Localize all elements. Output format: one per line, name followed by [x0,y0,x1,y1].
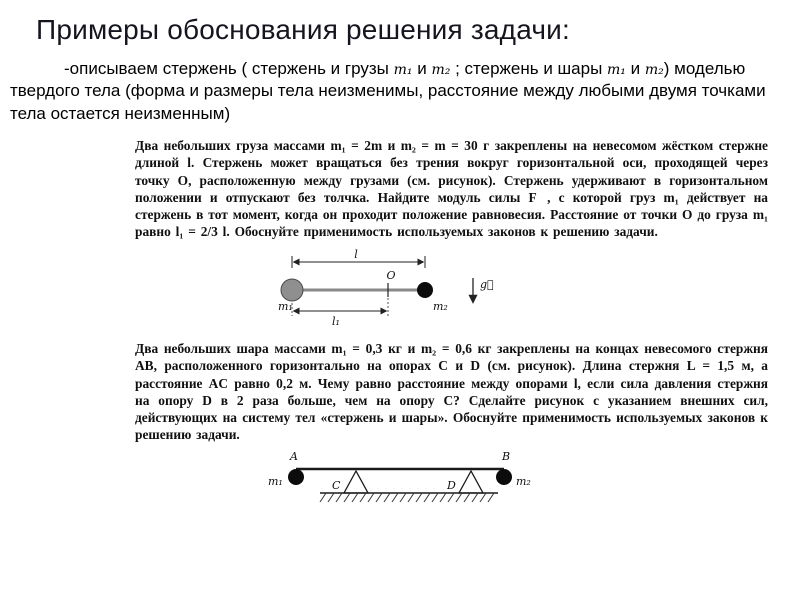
fig2-support-c-triangle [344,471,368,493]
fig1-pivot-label: O [386,269,396,283]
page-title: Примеры обоснования решения задачи: [36,14,570,45]
fig1-mass2-ball [417,282,433,298]
mass2-symbol: m₂ [431,62,451,78]
fig2-end-b-label: B [501,450,511,464]
intro-text-3: ; стержень и шары [450,59,608,78]
fig1-mass1-ball [281,279,303,301]
mass1-symbol-2: m₁ [607,62,626,78]
problem2-text: Два небольших шара массами m₁ = 0,3 кг и m₂ = 0,6 кг закреплены на концах невесомого стержня AB, расположенного горизонтально на опорах C и D (см. рисунок). Длина стержня L = 1,5 м, а расстояние AC равно 0,2 м. Чему равно расстояние между опорами l, если сила давления стержня на опору D в 2 раза больше, чем на опору C? Сделайте рисунок с указанием внешних сил, действующих на систему тел «стержень и шары». Обоснуйте применимость используемых законов к решению задачи. [135,341,768,443]
fig1-mass2-label: m₂ [433,300,448,314]
fig2-ground-hatching [320,493,494,502]
fig2-mass2-label: m₂ [516,475,531,489]
fig1-gravity-label: g⃗ [480,278,494,292]
fig1-mass1-label: m₁ [278,300,293,314]
mass2-symbol-2: m₂ [644,62,664,78]
problem1-text: Два небольших груза массами m₁ = 2m и m₂ = m = 30 г закреплены на невесомом жёстком стержне длиной l. Стержень может вращаться без трения вокруг горизонтальной оси, проходящей через точку O, расположенную между грузами (см. рисунок). Стержень удерживают в горизонтальном положении и отпускают без толчка. Найдите модуль силы F⃗, с которой груз m₁ действует на стержень в тот момент, когда он проходит положение равновесия. Расстояние от точки O до груза m₁ равно l₁ = 2/3 l. Обоснуйте применимость используемых законов к решению задачи. [135,138,768,240]
figure2-rod-on-supports-diagram [264,449,536,507]
fig1-length-label: l [354,248,358,262]
fig2-support-d-label: D [447,479,456,493]
fig2-support-c-label: C [332,479,341,493]
fig2-support-d-triangle [459,471,483,493]
fig2-mass1-ball [288,469,304,485]
fig2-mass1-label: m₁ [268,475,283,489]
intro-text-2: и [412,59,432,78]
intro-text-1: -описываем стержень ( стержень и грузы [64,59,394,78]
mass1-symbol: m₁ [393,62,413,78]
fig1-l1-label: l₁ [332,315,340,329]
figure1-pivoted-rod-diagram [270,248,502,328]
intro-text-4: и [625,59,645,78]
fig2-end-a-label: A [290,450,298,464]
intro-paragraph [10,58,792,125]
fig2-mass2-ball [496,469,512,485]
intro-text-5: ) моделью твердого тела (форма и размеры тела неизменимы, расстояние между любыми двумя точками тела остается неизменным) [10,59,766,123]
